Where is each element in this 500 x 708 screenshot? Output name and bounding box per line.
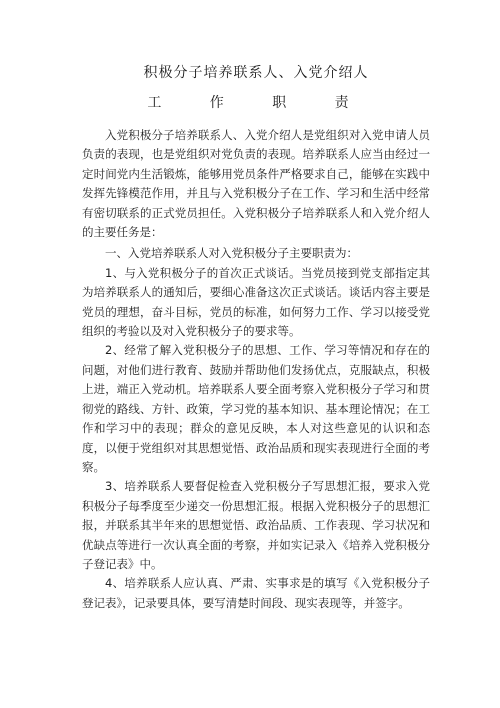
paragraph-item-4: 4、培养联系人应认真、严肃、实事求是的填写《入党积极分子登记表》，记录要具体，要写清楚时间段、现实表现等，并签字。 xyxy=(82,576,430,610)
paragraph-item-2: 2、经常了解入党积极分子的思想、工作、学习等情况和存在的问题，对他们进行教育、鼓励并帮助他们发扬优点，克服缺点，积极上进，端正入党动机。培养联系人要全面考察入党积极分子学习和贯彻党的路线、方针、政策，学习党的基本知识、基本理论情况；在工作和学习中的表现；群众的意见反映，本人对这些意见的认识和态度，以便于党组织对其思想觉悟、政治品质和现实表现进行全面的考察。 xyxy=(82,343,430,474)
document-title: 积极分子培养联系人、入党介绍人 xyxy=(143,65,369,81)
paragraph-intro: 入党积极分子培养联系人、入党介绍人是党组织对入党申请人员负责的表现，也是党组织对党负责的表现。培养联系人应当由经过一定时间党内生活锻炼，能够用党员条件严格要求自己，能够在实践中发挥先锋模范作用，并且与入党积极分子在工作、学习和生活中经常有密切联系的正式党员担任。入党积极分子培养联系人和入党介绍人的主要任务是： xyxy=(82,128,430,240)
document-subtitle: 工 作 职 责 xyxy=(147,95,365,111)
paragraph-section-heading: 一、入党培养联系人对入党积极分子主要职责为： xyxy=(105,246,358,261)
paragraph-item-1: 1、与入党积极分子的首次正式谈话。当党员接到党支部指定其为培养联系人的通知后，要细心准备这次正式谈话。谈话内容主要是党员的理想，奋斗目标，党员的标准，如何努力工作、学习以接受党组织的考验以及对入党积极分子的要求等。 xyxy=(82,265,430,339)
paragraph-item-3: 3、培养联系人要督促检查入党积极分子写思想汇报，要求入党积极分子每季度至少递交一份思想汇报。根据入党积极分子的思想汇报，并联系其半年来的思想觉悟、政治品质、工作表现、学习状况和优缺点等进行一次认真全面的考察，并如实记录入《培养入党积极分子登记表》中。 xyxy=(82,479,430,571)
